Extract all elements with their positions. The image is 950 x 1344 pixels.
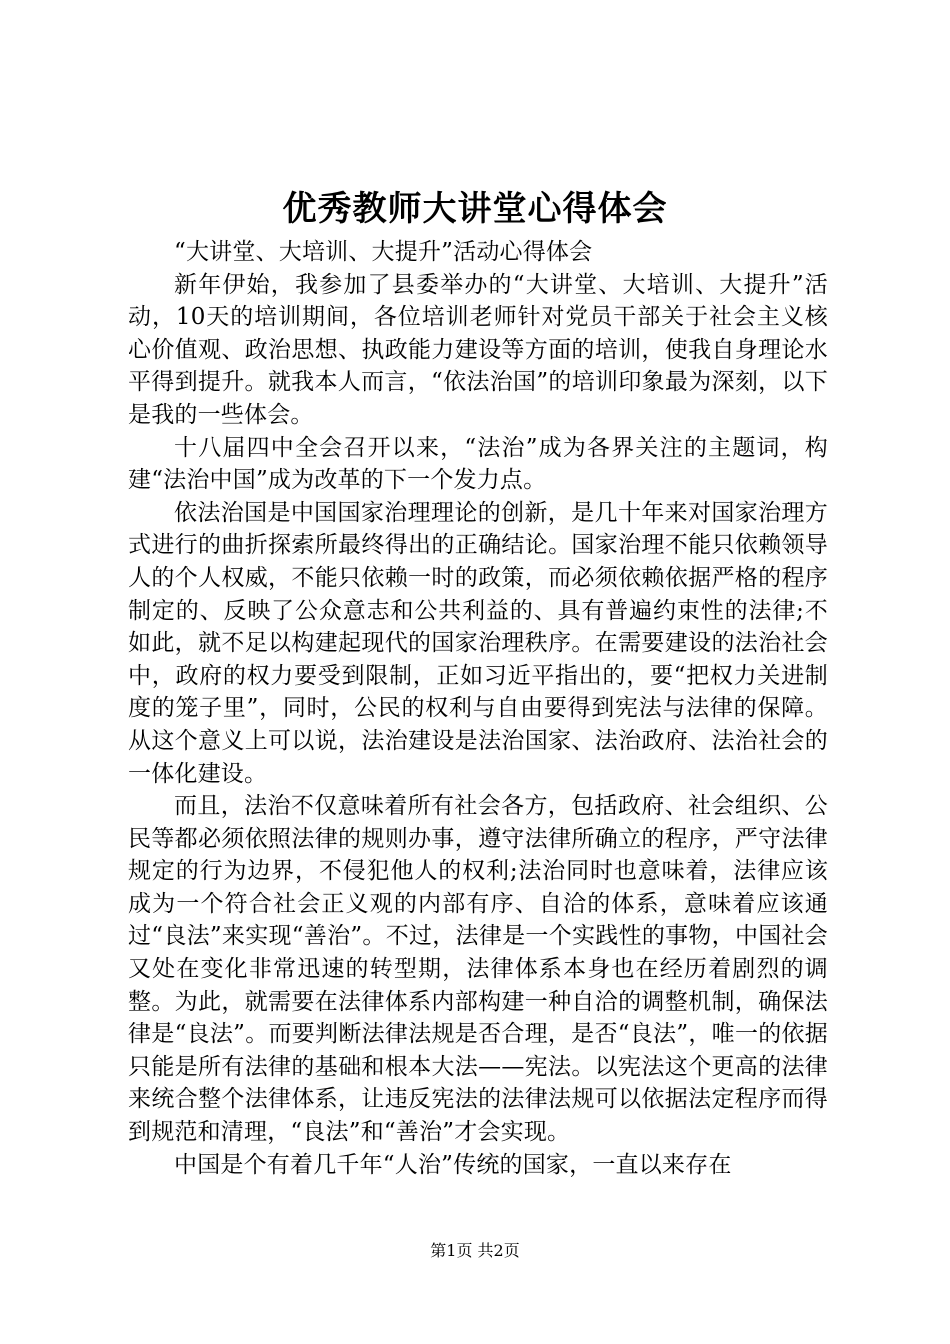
page-footer: 第1页 共2页 [430,1241,520,1260]
document-body [128,236,828,1181]
paragraph-subtitle: “大讲堂、大培训、大提升”活动心得体会 [174,239,593,265]
paragraph: 而且，法治不仅意味着所有社会各方，包括政府、社会组织、公民等都必须依照法律的规则办事，遵守法律所确立的程序，严守法律规定的行为边界，不侵犯他人的权利;法治同时也意味着，法律应该成为一个符合社会正义观的内部有序、自洽的体系，意味着应该通过“良法”来实现“善治”。不过，法律是一个实践性的事物，中国社会又处在变化非常迅速的转型期，法律体系本身也在经历着剧烈的调整。为此，就需要在法律体系内部构建一种自洽的调整机制，确保法律是“良法”。而要判断法律法规是否合理，是否“良法”，唯一的依据只能是所有法律的基础和根本大法——宪法。以宪法这个更高的法律来统合整个法律体系，让违反宪法的法律法规可以依据法定程序而得到规范和清理，“良法”和“善治”才会实现。 [128,793,828,1146]
paragraph: 依法治国是中国国家治理理论的创新，是几十年来对国家治理方式进行的曲折探索所最终得出的正确结论。国家治理不能只依赖领导人的个人权威，不能只依赖一时的政策，而必须依赖依据严格的程序制定的、反映了公众意志和公共利益的、具有普遍约束性的法律;不如此，就不足以构建起现代的国家治理秩序。在需要建设的法治社会中，政府的权力要受到限制，正如习近平指出的，要“把权力关进制度的笼子里”，同时，公民的权利与自由要得到宪法与法律的保障。从这个意义上可以说，法治建设是法治国家、法治政府、法治社会的一体化建设。 [128,499,828,787]
paragraph: 新年伊始，我参加了县委举办的“大讲堂、大培训、大提升”活动，10天的培训期间，各位培训老师针对党员干部关于社会主义核心价值观、政治思想、执政能力建设等方面的培训，使我自身理论水平得到提升。就我本人而言，“依法治国”的培训印象最为深刻，以下是我的一些体会。 [128,271,828,428]
paragraph: 中国是个有着几千年“人治”传统的国家，一直以来存在 [174,1151,732,1178]
paragraph: 十八届四中全会召开以来，“法治”成为各界关注的主题词，构建“法治中国”成为改革的下一个发力点。 [128,434,828,494]
document-title: 优秀教师大讲堂心得体会 [282,189,668,229]
